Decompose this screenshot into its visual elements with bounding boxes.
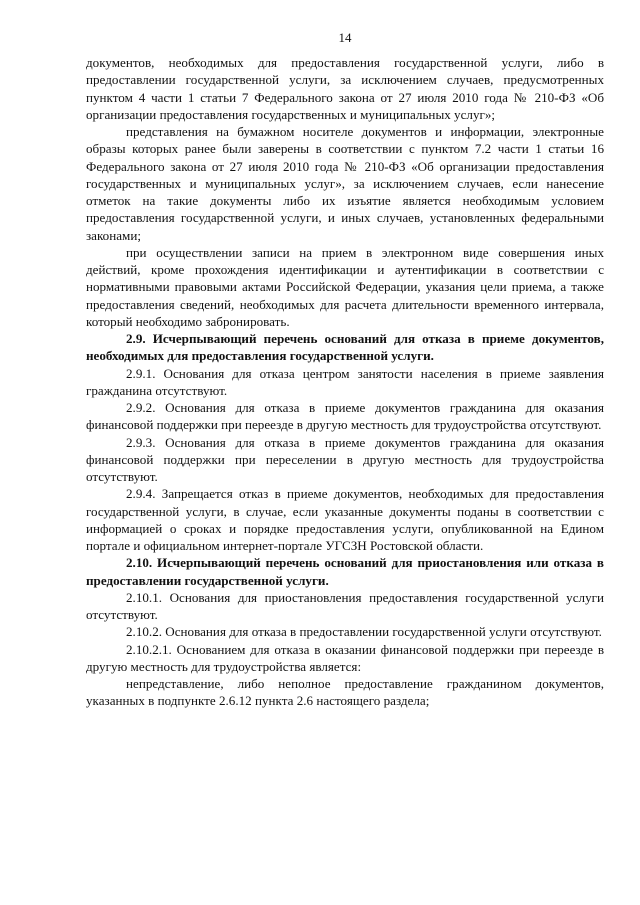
- paragraph-non-submission: непредставление, либо неполное предоставление гражданином документов, указанных в подпункте 2.6.12 пункта 2.6 настоящего раздела;: [86, 676, 604, 709]
- paragraph-2-9-3: 2.9.3. Основания для отказа в приеме документов гражданина для оказания финансовой поддержки при переселении в другую местность для трудоустройства отсутствуют.: [86, 434, 604, 484]
- paragraph-2: представления на бумажном носителе документов и информации, электронные образы которых ранее были заверены в соответствии с пунктом 7.2 части 1 статьи 16 Федерального закона от 27 июля 2010 года № 210-ФЗ «Об организации предоставления государственных и муниципальных услуг», за исключением случаев, если нанесение отметок на такие документы либо их изъятие является необходимым условием предоставления государственной услуги, и иных случаев, установленных федеральными законами;: [86, 124, 604, 243]
- page-number: 14: [338, 30, 352, 45]
- paragraph-2-9-2: 2.9.2. Основания для отказа в приеме документов гражданина для оказания финансовой поддержки при переезде в другую местность для трудоустройства отсутствуют.: [86, 400, 604, 433]
- section-heading-2-9: 2.9. Исчерпывающий перечень оснований для отказа в приеме документов, необходимых для предоставления государственной услуги.: [86, 331, 604, 364]
- paragraph-2-10-2-1: 2.10.2.1. Основанием для отказа в оказании финансовой поддержки при переезде в другую местность для трудоустройства является:: [86, 641, 604, 674]
- section-heading-2-10: 2.10. Исчерпывающий перечень оснований для приостановления или отказа в предоставлении государственной услуги.: [86, 555, 604, 588]
- paragraph-2-9-1: 2.9.1. Основания для отказа центром занятости населения в приеме заявления гражданина отсутствуют.: [86, 365, 604, 398]
- paragraph-2-10-2: 2.10.2. Основания для отказа в предоставлении государственной услуги отсутствуют.: [126, 624, 602, 640]
- paragraph-3: при осуществлении записи на прием в электронном виде совершения иных действий, кроме прохождения идентификации и аутентификации в соответствии с нормативными правовыми актами Российской Федерации, указания цели приема, а также предоставления сведений, необходимых для расчета длительности временного интервала, который необходимо забронировать.: [86, 244, 604, 329]
- paragraph-2-10-1: 2.10.1. Основания для приостановления предоставления государственной услуги отсутствуют.: [86, 589, 604, 622]
- paragraph-2-9-4: 2.9.4. Запрещается отказ в приеме документов, необходимых для предоставления государственной услуги, в случае, если указанные документы поданы в соответствии с информацией о сроках и порядке предоставления услуги, опубликованной на Едином портале и официальном интернет-портале УГСЗН Ростовской области.: [86, 486, 604, 553]
- paragraph-1: документов, необходимых для предоставления государственной услуги, либо в предоставлении государственной услуги, за исключением случаев, предусмотренных пунктом 4 части 1 статьи 7 Федерального закона от 27 июля 2010 года № 210-ФЗ «Об организации предоставления государственных и муниципальных услуг»;: [86, 55, 604, 122]
